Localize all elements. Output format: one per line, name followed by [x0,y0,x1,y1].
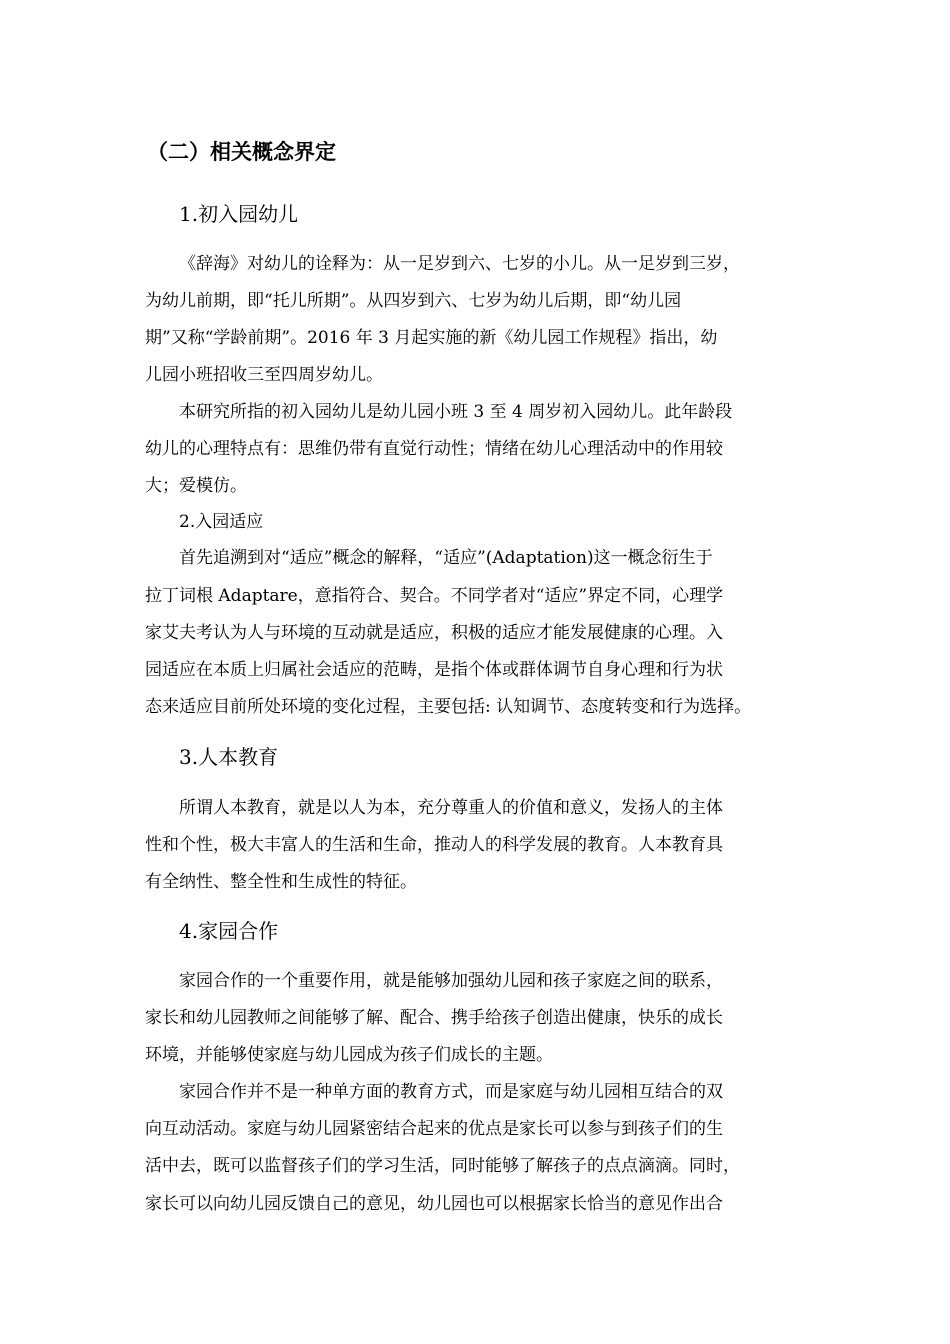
paragraph-line: 首先追溯到对“适应”概念的解释，“适应”(Adaptation)这一概念衍生于 [179,548,713,568]
subsection-heading-3: 3.人本教育 [179,745,279,769]
paragraph-line: 态来适应目前所处环境的变化过程，主要包括: 认知调节、态度转变和行为选择。 [145,697,752,717]
paragraph-line: 向互动活动。家庭与幼儿园紧密结合起来的优点是家长可以参与到孩子们的生 [145,1119,723,1139]
paragraph-line: 《辞海》对幼儿的诠释为：从一足岁到六、七岁的小儿。从一足岁到三岁， [179,254,740,274]
paragraph-line: 家长和幼儿园教师之间能够了解、配合、携手给孩子创造出健康，快乐的成长 [145,1008,723,1028]
paragraph-line: 环境，并能够使家庭与幼儿园成为孩子们成长的主题。 [145,1045,553,1065]
paragraph-line: 本研究所指的初入园幼儿是幼儿园小班 3 至 4 周岁初入园幼儿。此年龄段 [179,402,733,422]
paragraph-line: 为幼儿前期，即“托儿所期”。从四岁到六、七岁为幼儿后期，即“幼儿园 [145,291,682,311]
paragraph-line: 园适应在本质上归属社会适应的范畴，是指个体或群体调节自身心理和行为状 [145,660,723,680]
paragraph-line: 拉丁词根 Adaptare，意指符合、契合。不同学者对“适应”界定不同，心理学 [145,586,724,606]
paragraph-line: 性和个性，极大丰富人的生活和生命，推动人的科学发展的教育。人本教育具 [145,835,723,855]
paragraph-line: 家园合作的一个重要作用，就是能够加强幼儿园和孩子家庭之间的联系， [179,971,723,991]
subsection-heading-1: 1.初入园幼儿 [179,202,299,226]
paragraph-line: 有全纳性、整全性和生成性的特征。 [145,872,417,892]
subsection-heading-4: 4.家园合作 [179,919,279,943]
paragraph-line: 所谓人本教育，就是以人为本，充分尊重人的价值和意义，发扬人的主体 [179,798,723,818]
paragraph-line: 家园合作并不是一种单方面的教育方式，而是家庭与幼儿园相互结合的双 [179,1082,723,1102]
paragraph-line: 大；爱模仿。 [145,476,247,496]
subsection-heading-2: 2.入园适应 [179,512,264,532]
paragraph-line: 家长可以向幼儿园反馈自己的意见，幼儿园也可以根据家长恰当的意见作出合 [145,1194,723,1214]
paragraph-line: 期”又称“学龄前期”。2016 年 3 月起实施的新《幼儿园工作规程》指出，幼 [145,328,718,348]
section-heading: （二）相关概念界定 [147,140,336,164]
paragraph-line: 幼儿的心理特点有：思维仍带有直觉行动性；情绪在幼儿心理活动中的作用较 [145,439,723,459]
paragraph-line: 儿园小班招收三至四周岁幼儿。 [145,365,383,385]
paragraph-line: 家艾夫考认为人与环境的互动就是适应，积极的适应才能发展健康的心理。入 [145,623,723,643]
paragraph-line: 活中去，既可以监督孩子们的学习生活，同时能够了解孩子的点点滴滴。同时， [145,1156,740,1176]
